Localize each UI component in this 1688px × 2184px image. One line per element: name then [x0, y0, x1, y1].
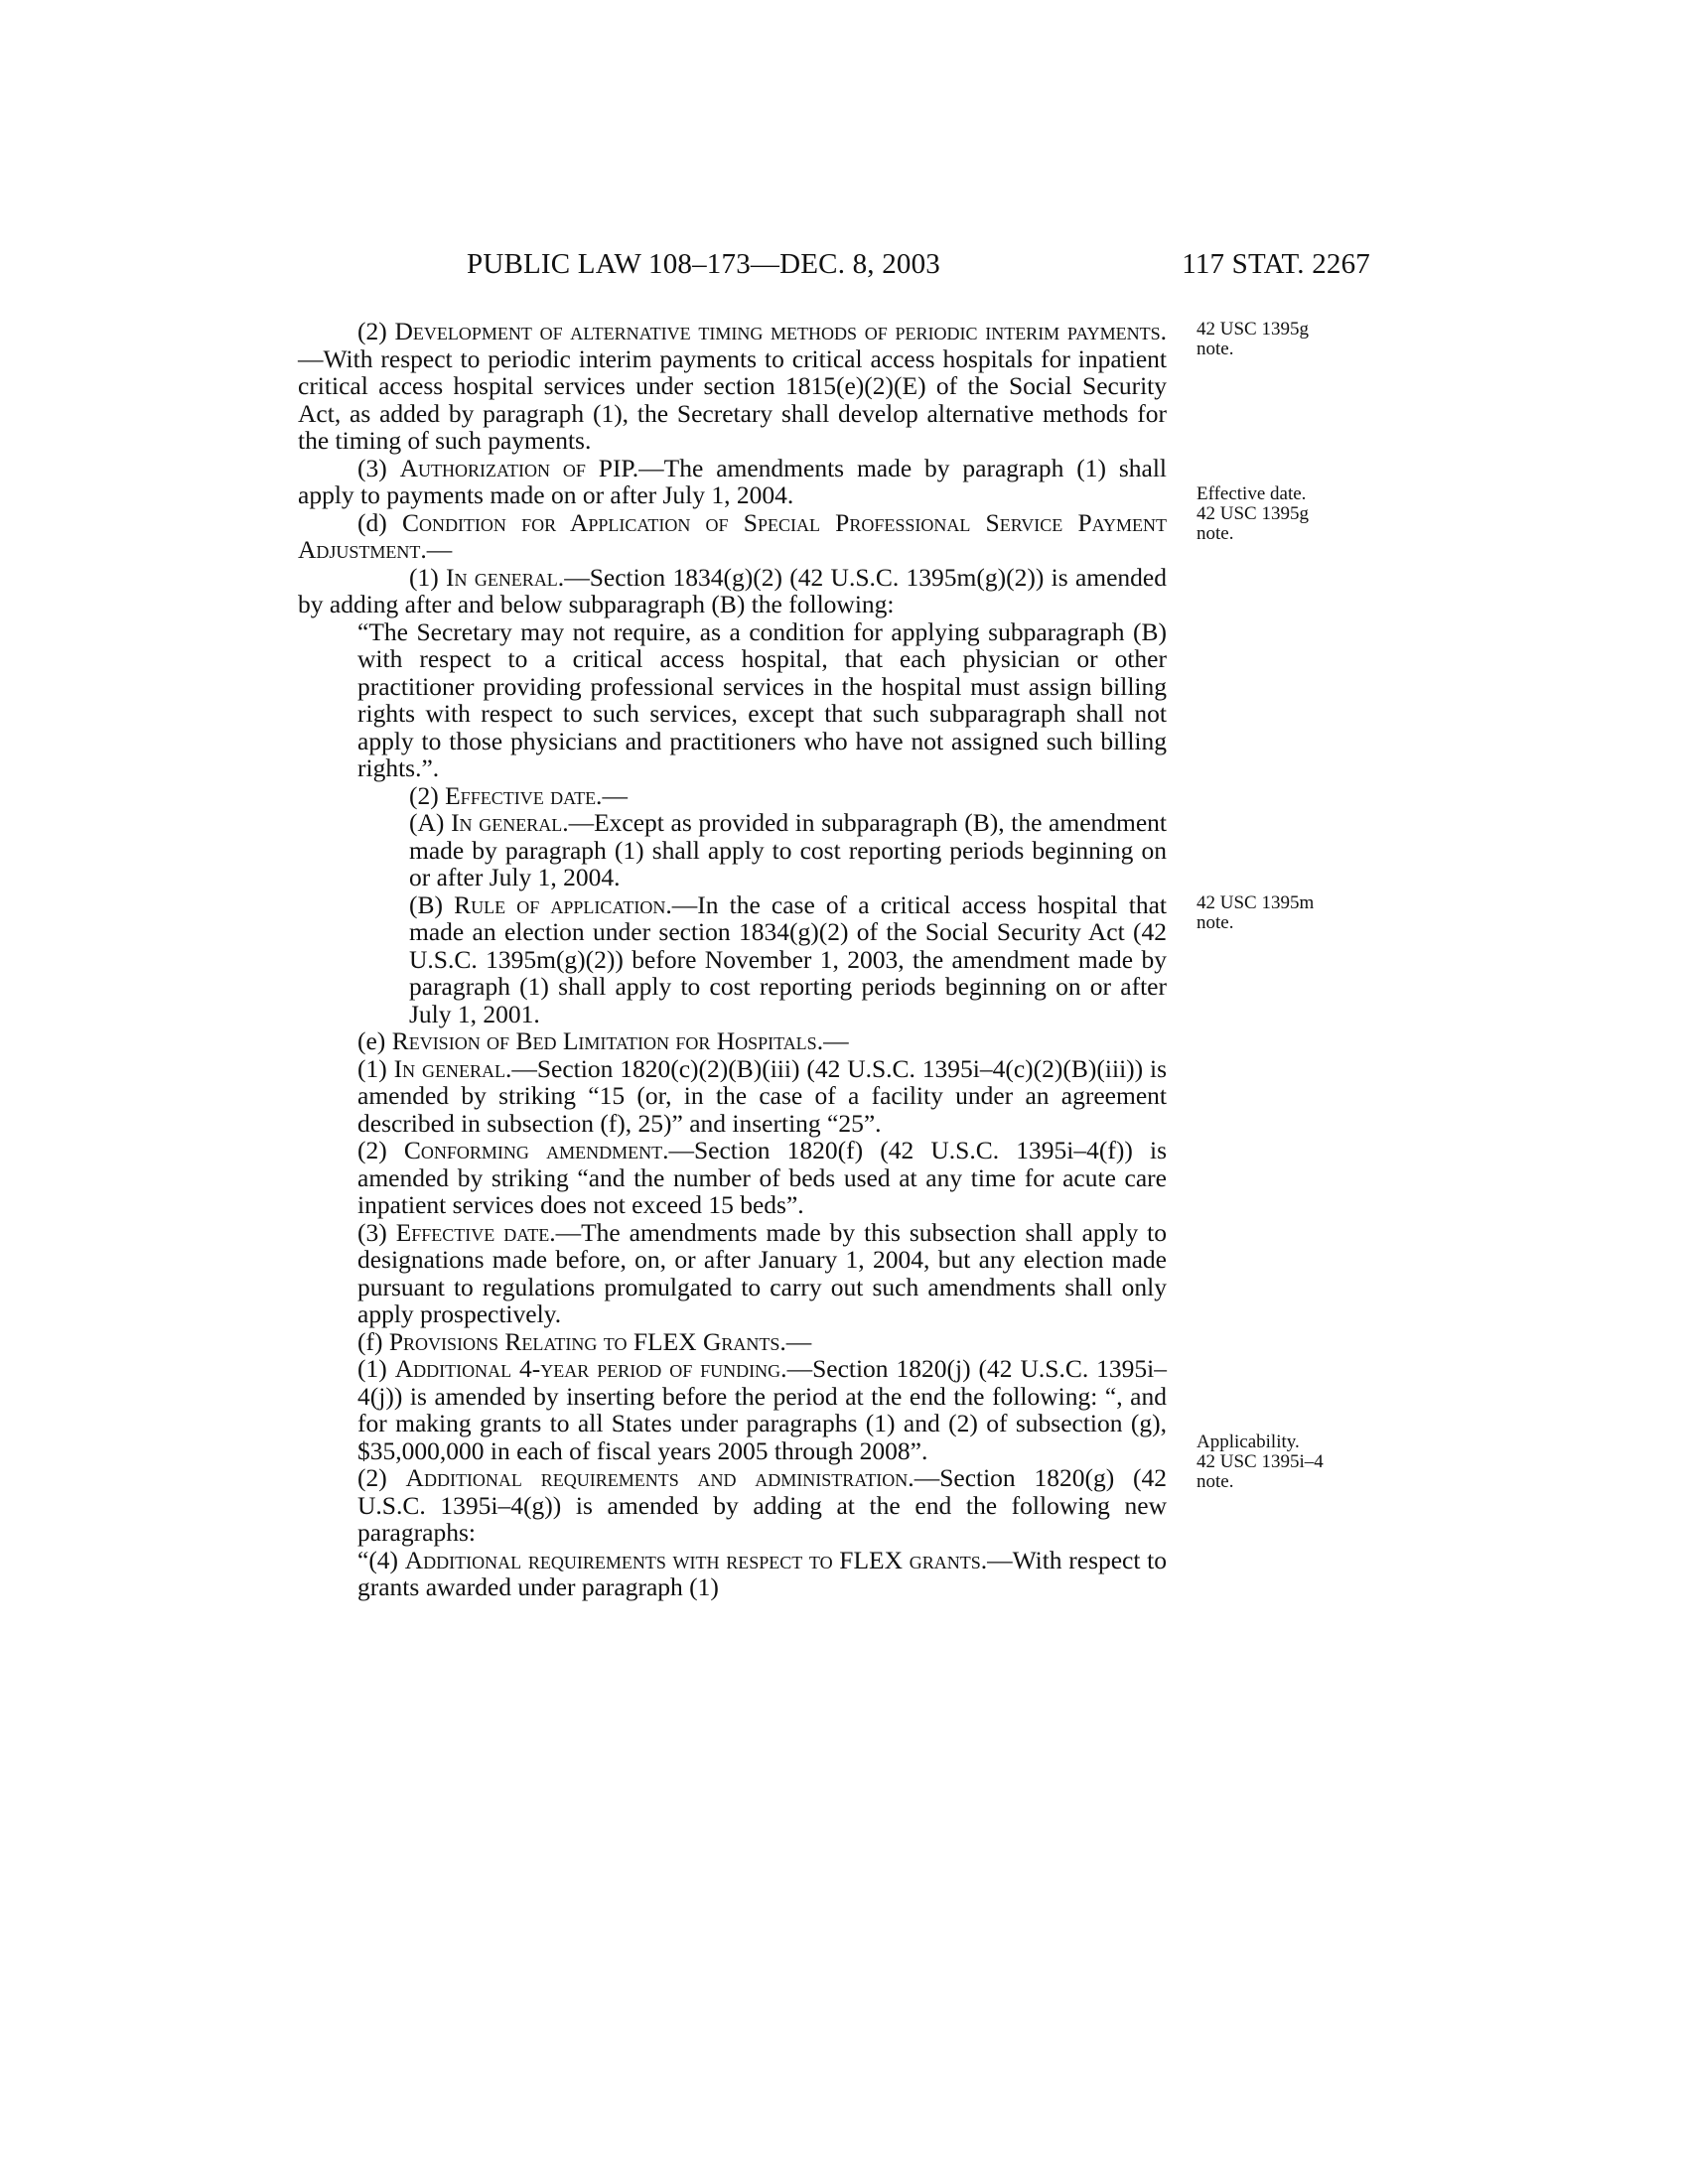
- paragraph-number: “(4): [357, 1545, 405, 1574]
- paragraph-c3: [298, 455, 1167, 509]
- paragraph-number: (A): [409, 808, 452, 837]
- statute-body: [298, 318, 1167, 1601]
- paragraph-text: —: [602, 780, 628, 810]
- paragraph-text: —: [426, 535, 453, 564]
- paragraph-heading: Additional requirements and administration.: [405, 1463, 914, 1492]
- margin-note-line: note.: [1196, 1471, 1234, 1492]
- paragraph-text: —: [823, 1026, 849, 1055]
- statute-page-number: 117 STAT. 2267: [1182, 248, 1370, 280]
- paragraph-text: —Section 1820(g) (42 U.S.C. 1395i–4(g)) is amended by adding at the end the following new paragraphs:: [357, 1463, 1167, 1547]
- paragraph-text: —The amendments made by paragraph (1) shall apply to payments made on or after July 1, 2004.: [298, 453, 1167, 509]
- paragraph-heading: Revision of Bed Limitation for Hospitals.: [391, 1026, 824, 1055]
- paragraph-heading: Effective date.: [445, 780, 603, 810]
- paragraph-number: (2): [357, 317, 395, 345]
- paragraph-e3: [298, 1219, 1167, 1328]
- paragraph-heading: Additional requirements with respect to FLEX grants.: [404, 1545, 988, 1574]
- paragraph-number: (2): [357, 1463, 406, 1492]
- paragraph-heading: Conforming amendment.: [403, 1136, 669, 1164]
- subparagraph-d2a: [298, 809, 1167, 891]
- page-header: [298, 248, 1370, 288]
- margin-note-line: 42 USC 1395g: [1196, 319, 1309, 340]
- paragraph-c2: [298, 318, 1167, 455]
- paragraph-text: —With respect to periodic interim payments to critical access hospitals for inpatient critical access hospital services under section 1815(e)(2)(E) of the Social Security Act, as added by paragraph (1), the Secretary shall develop alternative methods for the timing of such payments.: [298, 343, 1167, 455]
- paragraph-d1: [298, 564, 1167, 618]
- subparagraph-d2b: [298, 891, 1167, 1028]
- paragraph-text: —With respect to grants awarded under paragraph (1): [357, 1545, 1167, 1601]
- paragraph-heading: In general.: [446, 562, 565, 592]
- paragraph-text: “The Secretary may not require, as a condition for applying subparagraph (B) with respect to a critical access hospital, that each physician or other practitioner providing professional services in the hospital must assign billing rights with respect to such services, except that such subparagraph shall not apply to those physicians and practitioners who have not assigned such billing rights.”.: [357, 616, 1167, 782]
- quoted-paragraph-4: [298, 1547, 1167, 1601]
- paragraph-heading: Effective date.: [395, 1217, 556, 1247]
- paragraph-text: —: [785, 1326, 812, 1356]
- paragraph-number: (2): [409, 780, 446, 810]
- margin-note-3: [1196, 893, 1360, 933]
- paragraph-number: (3): [357, 453, 400, 482]
- paragraph-number: (1): [357, 1053, 394, 1083]
- paragraph-number: (3): [357, 1217, 396, 1247]
- paragraph-f1: [298, 1355, 1167, 1464]
- paragraph-number: (B): [409, 889, 455, 919]
- paragraph-heading: Condition for Application of Special Professional Service Payment Adjustment.: [298, 507, 1167, 564]
- paragraph-text: —In the case of a critical access hospital that made an election under section 1834(g)(2) of the Social Security Act (42 U.S.C. 1395m(g)(2)) before November 1, 2003, the amendment made by paragraph (1) shall apply to cost reporting periods beginning on or after July 1, 2001.: [409, 889, 1167, 1028]
- margin-note-line: 42 USC 1395g: [1196, 503, 1309, 524]
- paragraph-text: —Section 1820(c)(2)(B)(iii) (42 U.S.C. 1395i–4(c)(2)(B)(iii)) is amended by striking “15 (or, in the case of a facility under an agreement described in subsection (f), 25)” and inserting “25”.: [357, 1053, 1168, 1138]
- paragraph-d2: [298, 782, 1167, 810]
- paragraph-text: —Section 1834(g)(2) (42 U.S.C. 1395m(g)(2)) is amended by adding after and below subparagraph (B) the following:: [298, 562, 1167, 618]
- paragraph-heading: In general.: [451, 808, 569, 837]
- paragraph-text: —Section 1820(f) (42 U.S.C. 1395i–4(f)) is amended by striking “and the number of beds used at any time for acute care inpatient services does not exceed 15 beds”.: [357, 1136, 1168, 1219]
- paragraph-heading: Provisions Relating to FLEX Grants.: [388, 1326, 786, 1356]
- subsection-e: [298, 1027, 1167, 1055]
- paragraph-heading: Development of alternative timing methods of periodic interim payments.: [394, 317, 1167, 345]
- paragraph-number: (d): [357, 507, 402, 537]
- quoted-amendment: [298, 618, 1167, 782]
- paragraph-number: (1): [357, 1354, 395, 1383]
- paragraph-f2: [298, 1464, 1167, 1547]
- paragraph-heading: Additional 4-year period of funding.: [394, 1354, 787, 1383]
- paragraph-number: (2): [357, 1136, 404, 1164]
- margin-note-1: [1196, 320, 1360, 359]
- paragraph-number: (f): [357, 1326, 389, 1356]
- paragraph-text: —Section 1820(j) (42 U.S.C. 1395i–4(j)) is amended by inserting before the period at the end the following: “, and for making grants to all States under paragraphs (1) and (2) of subsection (g), $35,000,000 in each of fiscal years 2005 through 2008”.: [357, 1354, 1168, 1465]
- margin-note-line: 42 USC 1395i–4: [1196, 1451, 1324, 1472]
- paragraph-heading: Rule of application.: [454, 889, 672, 919]
- paragraph-number: (e): [357, 1026, 392, 1055]
- subsection-d: [298, 509, 1167, 564]
- margin-note-line: note.: [1196, 523, 1234, 544]
- paragraph-heading: In general.: [393, 1053, 512, 1083]
- public-law-citation: PUBLIC LAW 108–173—DEC. 8, 2003: [467, 248, 941, 280]
- paragraph-number: (1): [409, 562, 447, 592]
- paragraph-e1: [298, 1055, 1167, 1138]
- margin-note-line: 42 USC 1395m: [1196, 892, 1315, 913]
- subsection-f: [298, 1328, 1167, 1356]
- paragraph-text: —The amendments made by this subsection shall apply to designations made before, on, or after January 1, 2004, but any election made pursuant to regulations promulgated to carry out such amendments shall only apply prospectively.: [357, 1217, 1168, 1328]
- paragraph-text: —Except as provided in subparagraph (B), the amendment made by paragraph (1) shall apply to cost reporting periods beginning on or after July 1, 2004.: [409, 808, 1168, 891]
- paragraph-heading: Authorization of PIP.: [399, 453, 639, 482]
- margin-note-line: note.: [1196, 912, 1234, 933]
- margin-note-2: [1196, 484, 1360, 544]
- margin-note-4: [1196, 1433, 1360, 1492]
- margin-note-line: note.: [1196, 339, 1234, 359]
- paragraph-e2: [298, 1137, 1167, 1219]
- margin-note-line: Effective date.: [1196, 483, 1307, 504]
- margin-note-line: Applicability.: [1196, 1432, 1300, 1452]
